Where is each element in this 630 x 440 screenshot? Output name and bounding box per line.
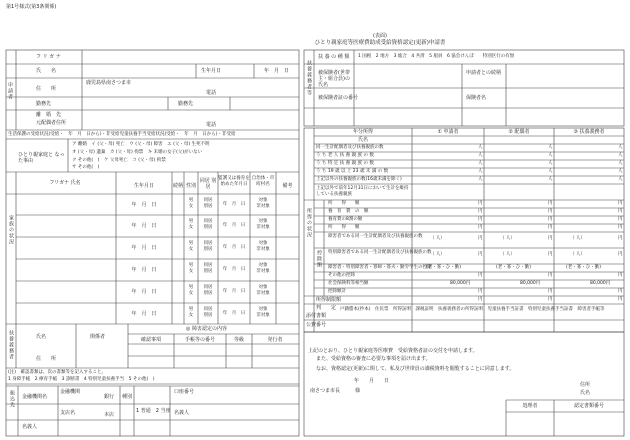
insurance-number-label: 被保険者証の番号 — [318, 95, 359, 101]
insured-label: 被保険者(世帯主・組合員)の氏名 — [318, 70, 350, 88]
deduct-unit: 円 — [618, 252, 623, 257]
family-row-birth: 年 月 日 — [131, 223, 157, 229]
family-col-cohabit: 同居 別居 — [199, 178, 217, 190]
deduct-unit: 円 — [548, 252, 553, 257]
deduct-row-label: 控除額計 — [328, 289, 346, 294]
income-unit: 円 — [618, 209, 623, 214]
employer-label: 勤務先 — [36, 101, 52, 107]
family-row-cohabit: 同居 別居 — [203, 263, 213, 274]
guardian-col-confirm: 確認事項 — [140, 337, 161, 343]
eligible-unit: 円 — [618, 297, 623, 302]
deduction-row-label: う ち 老 人 扶 養 親 族 の 数 — [316, 153, 374, 158]
family-row-cohabit: 同居 別居 — [203, 285, 213, 296]
deduct-persons: （ 人） — [570, 236, 585, 241]
insurer-label: 保険者名 — [466, 95, 487, 101]
income-unit: 円 — [548, 225, 553, 230]
family-row-birth: 年 月 日 — [131, 311, 157, 317]
deduct-unit: 円 — [478, 236, 483, 241]
deduct-unit: 円 — [478, 289, 483, 294]
deduction-unit: 人 — [548, 177, 553, 182]
guardian-relation-label: 関係者 — [90, 334, 106, 340]
bank-name-label: 金融機関名 — [22, 394, 48, 400]
family-row-gender: 男 女 — [188, 285, 194, 296]
deduct-unit: 円 — [548, 273, 553, 278]
family-row-birth: 年 月 日 — [131, 245, 157, 251]
deduct-flags: (老・寡・ひ・勤) — [426, 265, 462, 270]
guardian-col-issuer: 発行者 — [267, 337, 283, 343]
separated-label: 離 婚 先 — [36, 112, 62, 118]
judge-label: 判 定 — [316, 305, 337, 311]
income-row-label: 養育費の8割の額 — [328, 217, 363, 222]
family-row-target: 対象 非対象 — [256, 307, 270, 318]
family-col-name: フリガナ 氏名 — [49, 180, 81, 186]
name-label: 氏 名 — [36, 68, 57, 74]
tax-row-label: 扶 養 の 種 類 — [318, 54, 350, 60]
deduct-unit: 円 — [478, 273, 483, 278]
documents-list: 戸籍謄本(抄本) 住民票 所得証明 課税証明 扶養義務者の所得証明 児童扶養手当証書 特別児童扶養手当証書 障害者手帳等 — [340, 307, 605, 312]
family-row-birth: 年 月 日 — [131, 289, 157, 295]
eligible-label: 所得制限額 — [316, 297, 342, 303]
income-unit: 円 — [618, 201, 623, 206]
mayor-line: 南さつま市長 様 — [310, 388, 361, 394]
bank-account-name-label: 金融機関 — [60, 389, 81, 395]
income-section-label: 上記以外で前年12月31日において生計を維持している扶養親族 — [316, 186, 409, 197]
deduction-unit: 人 — [478, 145, 483, 150]
family-col-municipality: 自治体・市町村名 — [251, 176, 275, 187]
deduct-flags: (老・寡・ひ・勤) — [566, 265, 602, 270]
address-label: 住 所 — [36, 86, 57, 92]
tax-options: 1 国税 2 地方 3 総合 4 共済 5 船員 6 協会けんぽ 特別区行の有無 — [358, 54, 515, 59]
income-row-label: 養 育 費 の 額 — [328, 209, 369, 214]
deduction-row-label: 同一生計配偶者及び扶養親族の数 — [316, 145, 384, 150]
deduction-unit: 人 — [478, 153, 483, 158]
deduction-unit: 人 — [478, 177, 483, 182]
declaration-2: また、受給資格の審査に必要な事項を届け出ます。 — [316, 356, 431, 362]
family-row-gender: 男 女 — [188, 307, 194, 318]
ex-address-label: 元配偶者住所 — [36, 120, 67, 126]
family-row-target: 対象 非対象 — [256, 285, 270, 296]
family-row-cohabit: 同居 別居 — [203, 241, 213, 252]
income-unit: 円 — [618, 225, 623, 230]
family-col-notes: 備考 — [282, 183, 293, 189]
income-unit: 円 — [618, 217, 623, 222]
bank-account-label: 口座番号 — [174, 389, 195, 395]
deduct-row-label: 障害者・特別障害者・寡婦・寡夫・勤労学生の控除 — [328, 265, 432, 270]
public-label: 公費番号 — [306, 322, 327, 328]
bank-section-label: 振込先 — [9, 390, 15, 408]
family-row-gender: 男 女 — [188, 241, 194, 252]
deduct-unit: 円 — [478, 252, 483, 257]
phone-label: 電話 — [206, 90, 217, 96]
deduct-persons: （ 人） — [430, 252, 445, 257]
income-row-label: 所 得 額 — [328, 225, 360, 230]
employer-phone-label: 勤務先 — [178, 101, 194, 107]
deduct-fixed-amount: 80,000円 — [520, 281, 541, 286]
declaration-1: 上記のとおり、ひとり親家庭等医療費 受給資格者証の交付を申請します。 — [308, 348, 478, 354]
family-row-cohabit: 同居 別居 — [203, 219, 213, 230]
birth-label: 生年月日 — [201, 68, 222, 74]
family-row-birth: 年 月 日 — [131, 267, 157, 273]
deduct-row-label: 特別障害者である同一生計配偶者及び扶養親族の数 — [328, 250, 432, 255]
family-row-start: 年 月 日 — [222, 267, 246, 272]
reason-options-2: オ (父・母) 遺棄 カ (父・母) 拘禁 キ 未婚の女子(父)がいない — [72, 150, 203, 155]
family-row-cohabit: 同居 別居 — [203, 307, 213, 318]
bank-type-label: 種別 — [122, 394, 133, 400]
income-unit: 円 — [478, 201, 483, 206]
income-unit: 円 — [548, 201, 553, 206]
family-row-target: 対象 非対象 — [256, 263, 270, 274]
deduction-row-label: う ち 19 歳 以 上 23 歳 未 満 の 数 — [316, 169, 389, 174]
deduct-flags: (老・寡・ひ・勤) — [496, 265, 532, 270]
deduct-unit: 円 — [618, 289, 623, 294]
guardian-address-label: 住 所 — [36, 356, 57, 362]
income-unit: 円 — [478, 225, 483, 230]
income-unit: 円 — [478, 209, 483, 214]
eligible-unit: 円 — [548, 297, 553, 302]
family-row-birth: 年 月 日 — [131, 202, 157, 208]
deduct-persons: （ 人） — [500, 252, 515, 257]
approve-label: 認定書類番号 — [573, 403, 604, 409]
guardian-col-number: 手帳等の番号 — [184, 337, 215, 343]
eligible-unit: 円 — [478, 297, 483, 302]
family-row-target: 対象 非対象 — [256, 219, 270, 230]
attachment-note-2: 1 身障手帳 2 療育手帳 3 診断書 4 特別児童扶養手当 5 その他( ) — [8, 377, 155, 382]
documents-label: 添付書類 — [306, 313, 327, 319]
name-header: 氏名 — [357, 137, 368, 143]
income-side-label: 所得の状況 — [306, 208, 312, 238]
family-col-birth: 生年月日 — [133, 183, 154, 189]
family-row-start: 年 月 日 — [222, 223, 246, 228]
bank-suffix: 銀行 — [104, 394, 115, 400]
deduction-row-label: 上記以外の扶養親族の数(16歳未満を除く) — [316, 177, 402, 182]
income-unit: 円 — [548, 209, 553, 214]
bank-branch-suffix: 本店 — [104, 412, 115, 418]
family-col-start: 監護又は養育を始めた年月日 — [218, 176, 250, 187]
deduction-unit: 人 — [478, 169, 483, 174]
col-applicant: ① 申請者 — [437, 129, 459, 135]
declaration-3: なお、資格認定(更新)に関して、私及び世帯員の課税資料を閲覧することに同意します。 — [316, 366, 515, 372]
furigana-label: フ リ ガ ナ — [36, 54, 61, 60]
deduct-row-label: 障害者である同一生計配偶者及び扶養親族の数 — [328, 234, 423, 239]
deduct-unit: 円 — [618, 236, 623, 241]
birth-fields: 年 月 日 — [264, 68, 290, 74]
reason-options-4: サ その他( ) — [72, 165, 100, 170]
applicant-section-label: 申請者 — [7, 82, 13, 100]
deduct-side-label: 控除額 — [316, 250, 322, 268]
year-header: 年分所得 — [352, 129, 373, 135]
deduction-unit: 人 — [618, 153, 623, 158]
col-support: ③ 扶養義務者 — [573, 129, 605, 135]
bank-branch-label: 支店名 — [60, 410, 76, 416]
declarant-name-label: 氏名 — [580, 390, 591, 396]
form-number: 第1号様式(第3条関係) — [6, 4, 57, 10]
deduction-row-label: う ち 特 定 扶 養 親 族 の 数 — [316, 161, 374, 166]
reason-options-3: ク その他( ) ケ 父母死亡 コ (父・母) 拘禁 — [72, 158, 166, 163]
deduct-unit: 円 — [618, 273, 623, 278]
declarant-address-label: 住所 — [580, 382, 591, 388]
family-row-target: 対象 非対象 — [256, 241, 270, 252]
family-row-gender: 男 女 — [188, 198, 194, 209]
col-spouse: ② 配偶者 — [508, 129, 530, 135]
bank-holder-label: 名義人 — [174, 410, 190, 416]
family-row-start: 年 月 日 — [222, 245, 246, 250]
front-label: (表面) — [373, 33, 387, 39]
date-line: 年 月 日 — [354, 378, 390, 384]
deduction-unit: 人 — [548, 145, 553, 150]
reason-label: ひとり親家庭と なった事由 — [18, 152, 65, 164]
process-label: 処理者 — [522, 403, 538, 409]
family-row-target: 対象 非対象 — [256, 198, 270, 209]
family-row-gender: 男 女 — [188, 263, 194, 274]
deduction-unit: 人 — [618, 177, 623, 182]
income-row-label: 所 得 額 — [328, 201, 360, 206]
family-row-cohabit: 同居 別居 — [203, 198, 213, 209]
deduction-unit: 人 — [548, 153, 553, 158]
support-section-label: 扶養義務者等 — [306, 60, 312, 96]
family-section-label: 家族の状況 — [8, 215, 14, 245]
prior-receipt-text: 生活保護の受給状況(受給・ 年 月 日から)・非受給児童扶養手当受給状況(受給・ 年 月 日から)・非受給 — [8, 132, 236, 137]
bank-name-row: 名義人 — [22, 424, 38, 430]
guardian-col-grade: 等級 — [233, 337, 244, 343]
income-unit: 円 — [478, 217, 483, 222]
guardian-check-label: ◎ 障害認定の内容 — [186, 326, 227, 332]
deduct-row-label: その他の控除 — [328, 273, 355, 278]
income-unit: 円 — [548, 217, 553, 222]
deduct-fixed-amount: 80,000円 — [450, 281, 471, 286]
deduction-unit: 人 — [548, 169, 553, 174]
guardian-section-label: 扶養義務者 — [8, 330, 14, 360]
deduct-persons: （ 人） — [570, 252, 585, 257]
deduction-unit: 人 — [478, 161, 483, 166]
deduct-persons: （ 人） — [430, 236, 445, 241]
attachment-note-1: (注) 確認書類は、次の書類等を記入すること。 — [8, 370, 107, 375]
deduct-persons: （ 人） — [500, 236, 515, 241]
deduct-unit: 円 — [548, 236, 553, 241]
deduction-unit: 人 — [618, 145, 623, 150]
address-prefecture: 鹿児島県南さつま市 — [86, 80, 132, 86]
family-row-start: 年 月 日 — [222, 202, 246, 207]
deduct-fixed-amount: 80,000円 — [590, 281, 611, 286]
insurance-label: 申請者との続柄 — [466, 70, 502, 76]
family-row-start: 年 月 日 — [222, 311, 246, 316]
family-row-start: 年 月 日 — [222, 289, 246, 294]
family-col-relation: 続柄 — [172, 183, 183, 189]
bank-kind-options: 1 普通 2 当座 — [136, 408, 171, 414]
deduct-unit: 円 — [548, 289, 553, 294]
family-col-gender: 性別 — [185, 183, 196, 189]
guardian-name-label: 氏名 — [36, 334, 47, 340]
deduction-unit: 人 — [618, 169, 623, 174]
family-row-gender: 男 女 — [188, 219, 194, 230]
ex-phone-label: 電話 — [206, 122, 217, 128]
form-title: ひとり親家庭等医療費助成受給資格認定(更新)申請書 — [314, 40, 446, 46]
reason-options-1: ア 離婚 イ (父・母) 死亡 ウ (父・母) 障害 エ (父・母) 生死不明 — [72, 142, 210, 147]
deduction-unit: 人 — [548, 161, 553, 166]
deduction-unit: 人 — [618, 161, 623, 166]
deduct-row-label: 社会保険料等相当額 — [328, 281, 369, 286]
